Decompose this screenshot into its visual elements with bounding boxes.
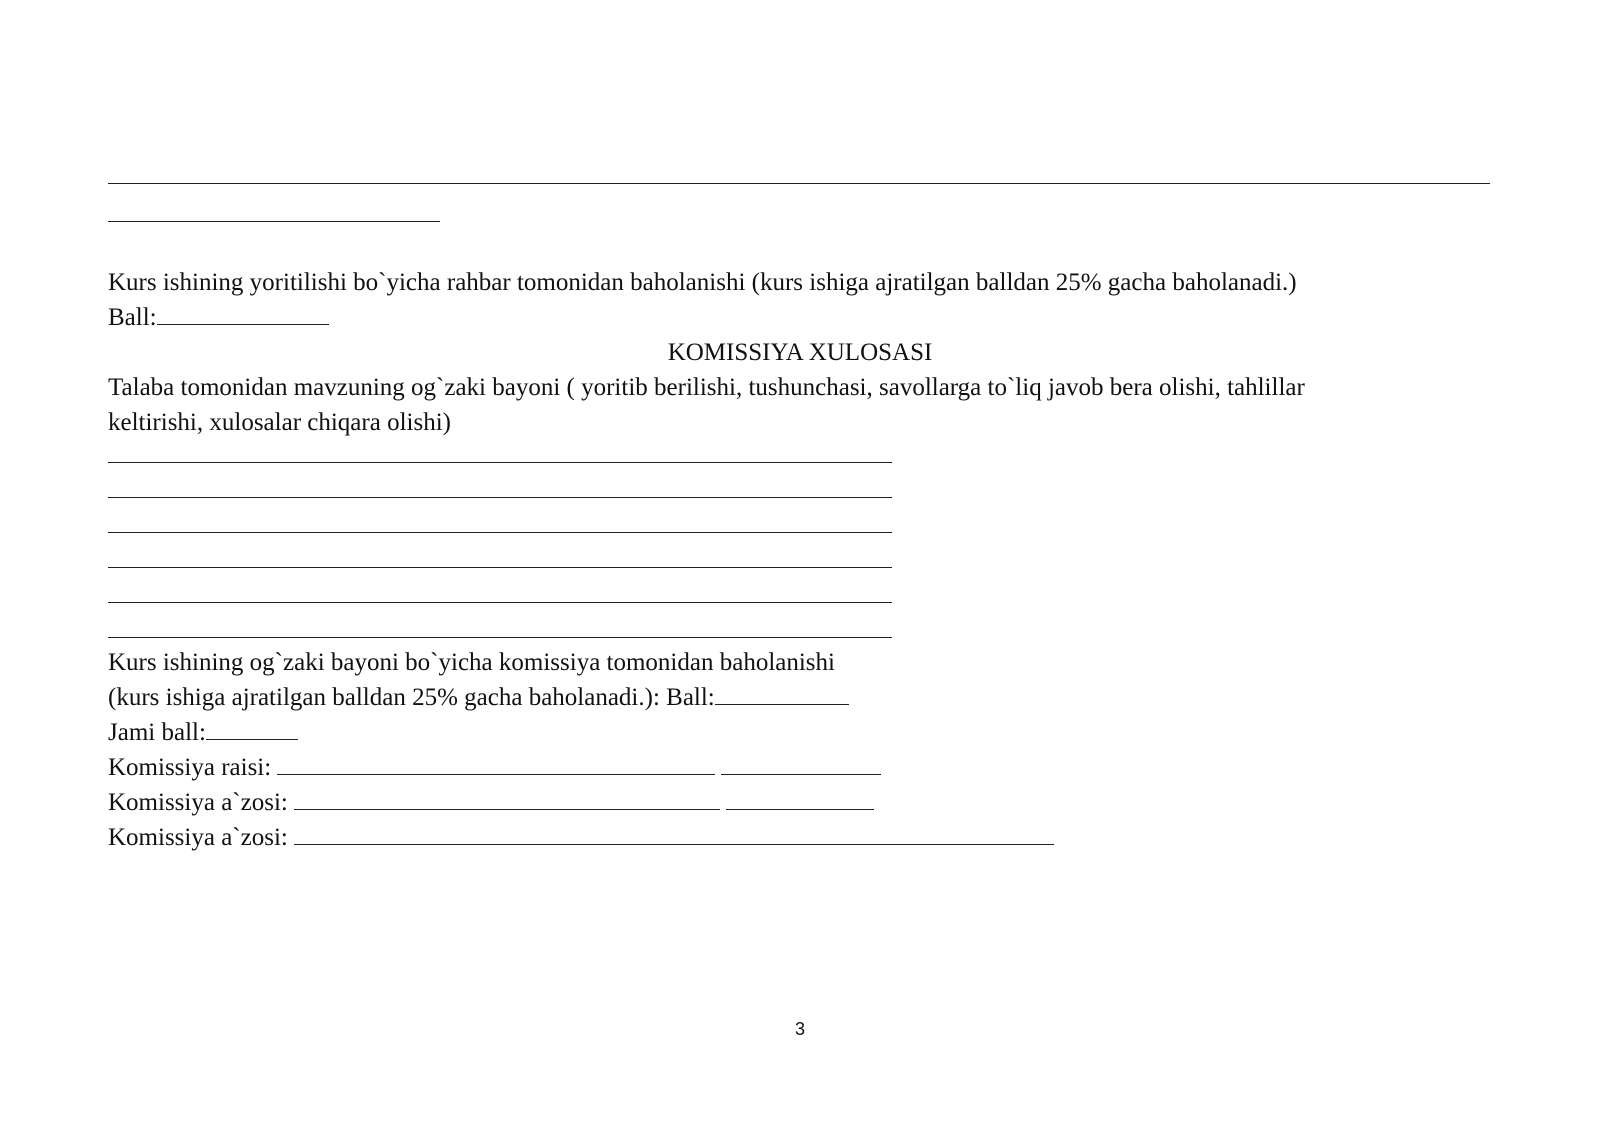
leader-ball-field[interactable] [157,302,329,325]
total-ball-field[interactable] [206,717,298,740]
member-2-row [108,820,1054,855]
member-1-name-field[interactable] [294,787,720,810]
oral-presentation-line-2: keltirishi, xulosalar chiqara olishi) [108,409,451,436]
answer-line-1[interactable] [108,462,892,463]
answer-line-4[interactable] [108,567,892,568]
member-1-label: Komissiya a`zosi: [108,789,288,816]
chair-label: Komissiya raisi: [108,754,272,781]
member-2-name-field[interactable] [294,822,1054,845]
member-1-signature-field[interactable] [726,787,874,810]
member-2-label: Komissiya a`zosi: [108,824,288,851]
member-1-row [108,785,874,820]
commission-assessment-line-1: Kurs ishining og`zaki bayoni bo`yicha komissiya tomonidan baholanishi [108,649,835,676]
commission-heading: KOMISSIYA XULOSASI [667,339,933,366]
commission-ball-field[interactable] [715,682,849,705]
leader-assessment-text: Kurs ishining yoritilishi bo`yicha rahbar tomonidan baholanishi (kurs ishiga ajratilgan balldan 25% gacha baholanadi.) [108,269,1297,296]
total-ball-row [108,715,298,750]
commission-assessment-row [108,680,849,715]
answer-line-2[interactable] [108,497,892,498]
total-ball-label: Jami ball: [108,719,206,746]
answer-line-3[interactable] [108,532,892,533]
chair-signature-field[interactable] [721,752,881,775]
blank-line-top-2[interactable] [108,221,440,222]
page-number: 3 [794,1019,805,1039]
chair-row [108,750,881,785]
commission-assessment-line-2: (kurs ishiga ajratilgan balldan 25% gacha baholanadi.): Ball: [108,684,715,711]
oral-presentation-line-1: Talaba tomonidan mavzuning og`zaki bayoni ( yoritib berilishi, tushunchasi, savollarga to`liq javob bera olishi, tahlillar [108,374,1305,401]
answer-line-5[interactable] [108,602,892,603]
blank-line-top-1[interactable] [108,183,1490,184]
answer-line-6[interactable] [108,637,892,638]
chair-name-field[interactable] [277,752,715,775]
leader-ball-row [108,300,329,335]
leader-ball-label: Ball: [108,304,157,331]
